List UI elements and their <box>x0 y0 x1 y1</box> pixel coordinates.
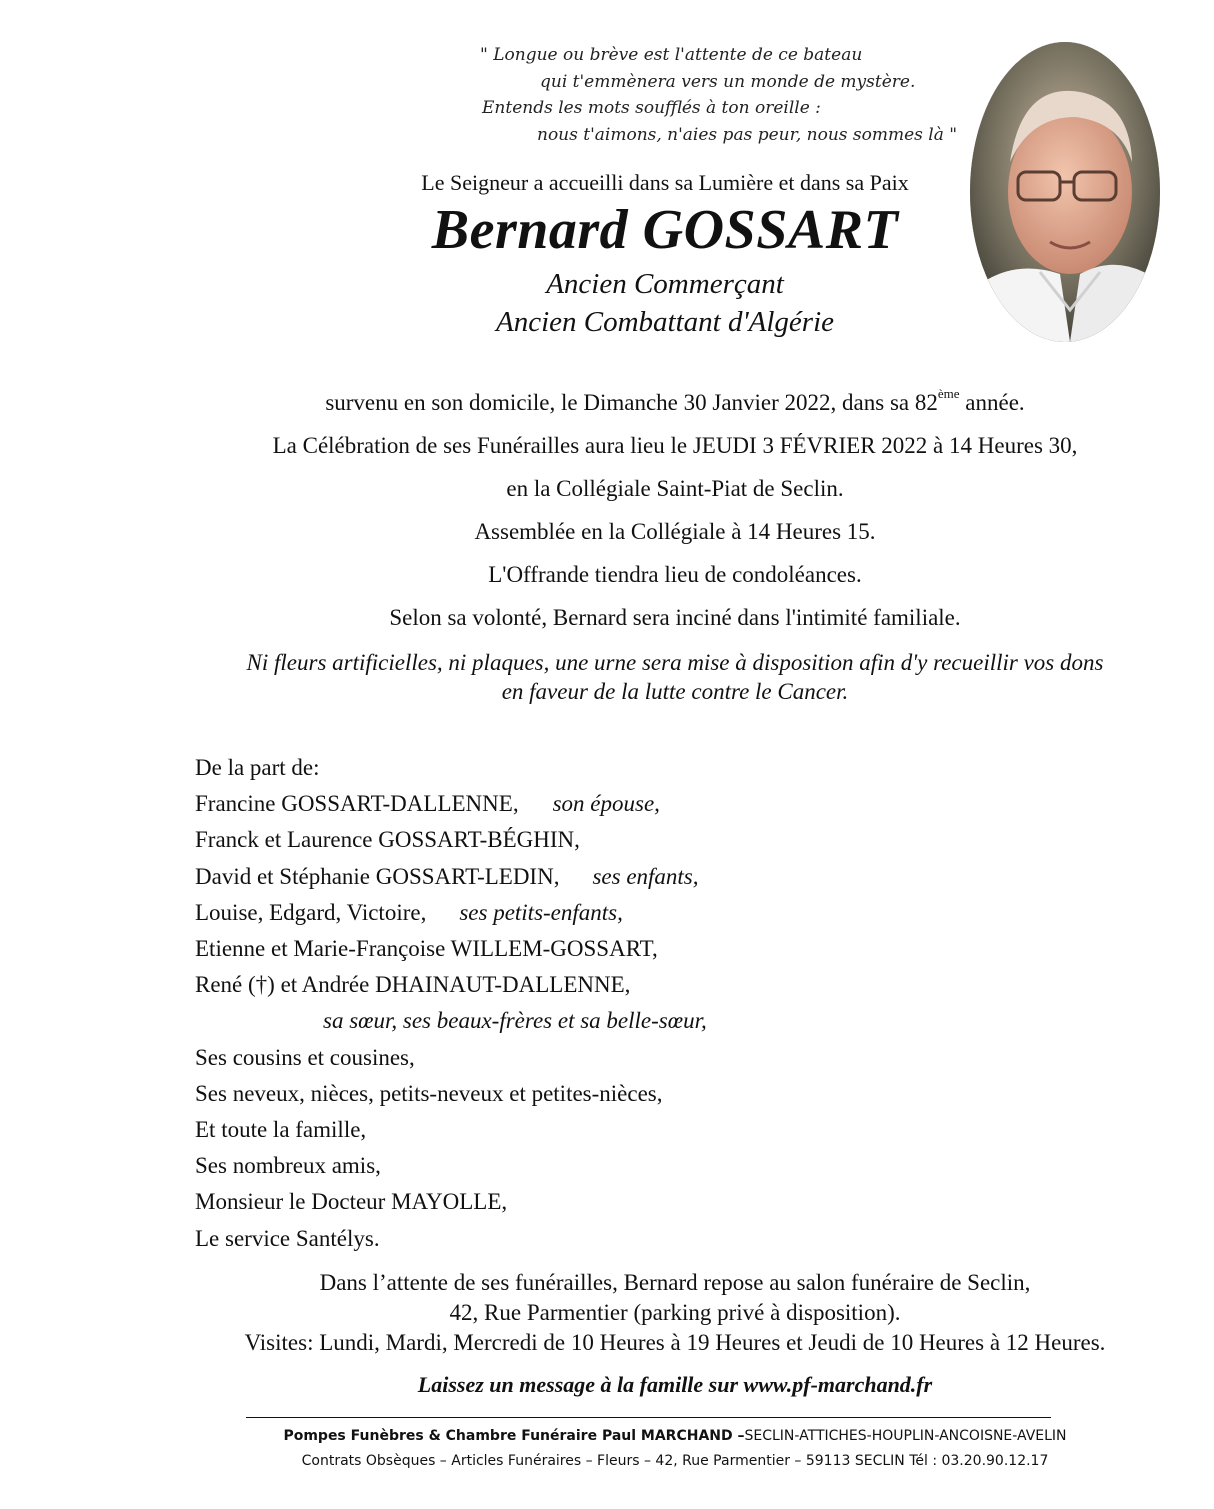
flowers-line: en faveur de la lutte contre le Cancer. <box>501 679 849 704</box>
offering-note: L'Offrande tiendra lieu de condoléances. <box>488 562 862 587</box>
family-row <box>195 895 895 931</box>
death-text: survenu en son domicile, le Dimanche 30 Janvier 2022, dans sa 82 <box>325 390 938 415</box>
title-line: Ancien Commerçant <box>546 268 784 300</box>
death-text-end: année. <box>959 390 1025 415</box>
footer-services: Contrats Obsèques – Articles Funéraires – Fleurs – 42, Rue Parmentier – 59113 SECLIN Tél : 03.20.90.12.17 <box>301 1453 1049 1469</box>
family-list <box>195 750 895 1257</box>
family-row: Monsieur le Docteur MAYOLLE, <box>195 1189 508 1215</box>
family-name: Louise, Edgard, Victoire, <box>195 899 427 925</box>
death-announcement <box>150 386 1200 416</box>
company-name: Pompes Funèbres & Chambre Funéraire Paul MARCHAND – <box>283 1428 745 1444</box>
family-row: Et toute la famille, <box>195 1117 367 1143</box>
funeral-date: La Célébration de ses Funérailles aura lieu le JEUDI 3 FÉVRIER 2022 à 14 Heures 30, <box>272 433 1078 458</box>
family-name: David et Stéphanie GOSSART-LEDIN, <box>195 863 560 889</box>
family-name: Francine GOSSART-DALLENNE, <box>195 791 519 817</box>
family-row: Ses neveux, nièces, petits-neveux et petites-nièces, <box>195 1080 663 1106</box>
family-relation: sa sœur, ses beaux-frères et sa belle-sœur, <box>323 1008 707 1034</box>
family-name: Etienne et Marie-Françoise WILLEM-GOSSART, <box>195 936 658 962</box>
family-name: René (†) et Andrée DHAINAUT-DALLENNE, <box>195 972 631 998</box>
family-row <box>195 931 895 967</box>
family-relation: son épouse, <box>552 791 660 817</box>
family-heading: De la part de: <box>195 755 320 780</box>
poem-line: Entends les mots soufflés à ton oreille : <box>482 98 821 118</box>
family-relation: ses petits-enfants, <box>459 899 623 925</box>
family-row <box>195 859 895 895</box>
poem-line: qui t'emmènera vers un monde de mystère. <box>540 71 916 92</box>
title-line: Ancien Combattant d'Algérie <box>495 306 835 338</box>
repose-info <box>150 1268 1200 1358</box>
repose-line: 42, Rue Parmentier (parking privé à disposition). <box>449 1300 901 1325</box>
divider <box>246 1417 1051 1418</box>
funeral-place: en la Collégiale Saint-Piat de Seclin. <box>506 476 844 501</box>
flowers-line: Ni fleurs artificielles, ni plaques, une urne sera mise à disposition afin d'y recueillir vos dons <box>246 650 1104 675</box>
repose-line: Dans l’attente de ses funérailles, Bernard repose au salon funéraire de Seclin, <box>319 1270 1031 1295</box>
company-towns: SECLIN-ATTICHES-HOUPLIN-ANCOISNE-AVELIN <box>744 1428 1067 1444</box>
family-row: Ses nombreux amis, <box>195 1153 381 1179</box>
deceased-name: Bernard GOSSART <box>431 199 899 261</box>
cremation-note: Selon sa volonté, Bernard sera inciné dans l'intimité familiale. <box>389 605 961 630</box>
family-row: Ses cousins et cousines, <box>195 1044 415 1070</box>
family-relation: ses enfants, <box>592 863 699 889</box>
family-row: Le service Santélys. <box>195 1225 380 1251</box>
family-row <box>195 967 895 1003</box>
website-message: Laissez un message à la famille sur www.pf-marchand.fr <box>417 1372 933 1397</box>
family-name: Franck et Laurence GOSSART-BÉGHIN, <box>195 827 580 853</box>
flowers-note <box>150 648 1200 706</box>
ordinal-suffix: ème <box>937 386 960 401</box>
poem <box>480 42 958 148</box>
family-row <box>195 822 895 858</box>
poem-line: nous t'aimons, n'aies pas peur, nous sommes là " <box>537 124 958 145</box>
family-row <box>195 786 895 822</box>
footer-company <box>150 1428 1200 1444</box>
intro-line: Le Seigneur a accueilli dans sa Lumière et dans sa Paix <box>421 170 909 195</box>
poem-line: " Longue ou brève est l'attente de ce bateau <box>480 45 863 65</box>
repose-line: Visites: Lundi, Mardi, Mercredi de 10 Heures à 19 Heures et Jeudi de 10 Heures à 12 Heures. <box>244 1330 1106 1355</box>
assembly-time: Assemblée en la Collégiale à 14 Heures 15. <box>474 519 876 544</box>
